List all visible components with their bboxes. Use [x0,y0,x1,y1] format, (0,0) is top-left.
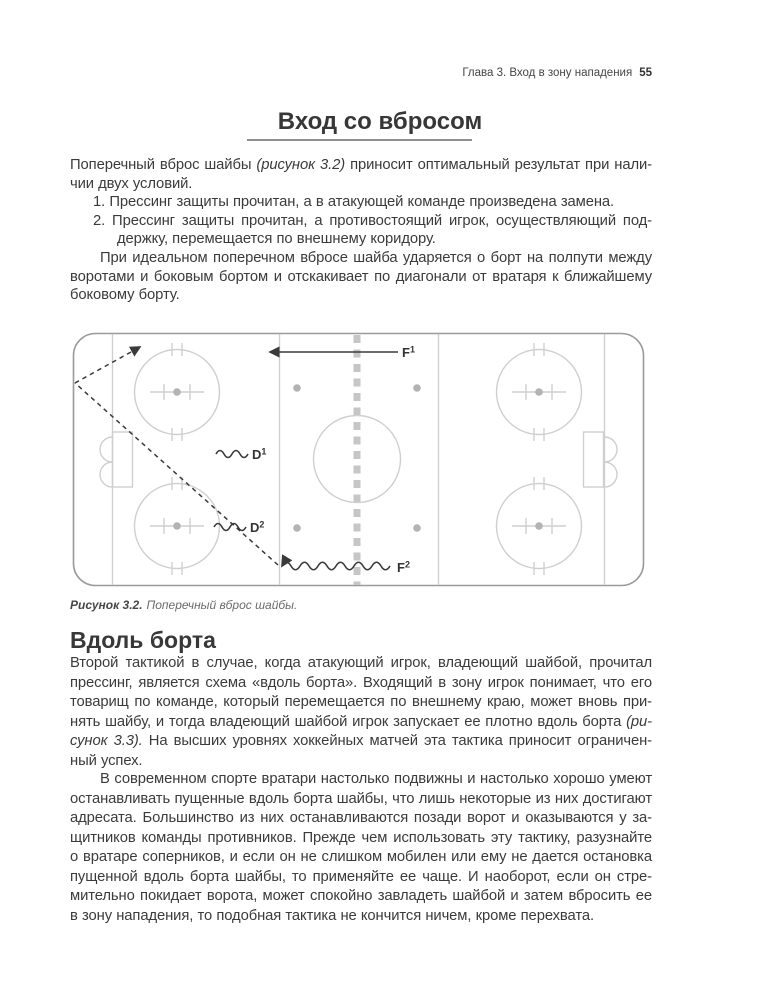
label-d2: $D^2$ [250,519,265,535]
puck-dump-path [75,383,278,565]
section-title: Вход со вбросом [277,108,483,135]
goal-left [100,432,133,487]
text-line: боковому борту. [70,287,180,304]
text-line: 2. Прессинг защиты прочитан, а противостоящий игрок, осуществляющий под- [93,212,652,229]
puck-rebound-path [75,347,140,383]
text-line: останавливать пущенные вдоль борта шайбы, что лишь некоторые из них достигают [70,790,652,807]
title-underline [247,139,472,141]
text-line: нять шайбу, и тогда владеющий шайбой игрок запускает ее плотно вдоль борта (ри- [70,713,652,730]
subsection-title: Вдоль борта [70,627,216,653]
text-line: о вратаре соперников, и если он не слишком мобилен или ему не дается остановка [70,849,652,865]
intro-paragraphs [70,156,652,305]
figure-caption-text: Поперечный вброс шайбы. [146,598,298,612]
along-boards-paragraph-2 [70,770,652,926]
text-line: ный успех. [70,752,143,769]
text-line: Второй тактикой в случае, когда атакующий игрок, владеющий шайбой, прочитал [70,655,652,671]
text-line: товарищ по команде, который перемещается по внешнему краю, может вновь при- [70,694,652,710]
text-line: чии двух условий. [70,175,193,192]
text-line: Поперечный вброс шайбы (рисунок 3.2) приносит оптимальный результат при нали- [70,157,652,173]
along-boards-paragraph-1 [70,654,652,771]
chapter-title: Глава 3. Вход в зону нападения [462,67,633,79]
text-line: мительно покидает ворота, может спокойно завладеть шайбой и затем вбросить ее [70,888,652,904]
play-annotations [75,345,415,576]
faceoff-circle-left-bottom [135,477,220,575]
f2-skating-path [282,562,390,570]
running-header [0,66,652,80]
rink-markings [74,334,644,586]
label-f2: $F^2$ [397,559,410,575]
faceoff-circle-left-top [135,343,220,441]
text-line: держку, перемещается по внешнему коридору. [117,231,436,248]
text-line: воротами и боковым бортом и отскакивает по диагонали от вратаря к ближайшему [70,268,652,285]
text-line: адресата. Большинство из них останавливаются позади ворот и оказываются у за- [70,810,652,826]
faceoff-circle-right-bottom [497,477,582,575]
page-number: 55 [639,67,652,79]
label-f1: $F^1$ [402,344,415,360]
text-line: щитников команды противников. Прежде чем использовать эту тактику, разузнайте [70,829,652,846]
rink-diagram [66,330,652,592]
text-line: в зону нападения, то подобная тактика не кончится ничем, кроме перехвата. [70,907,594,924]
text-line: сунок 3.3). На высших уровнях хоккейных матчей эта тактика приносит ограничен- [70,733,652,749]
label-d1: $D^1$ [252,446,267,462]
goal-right [584,432,618,487]
text-line: При идеальном поперечном вбросе шайба ударяется о борт на полпути между [100,249,652,266]
text-line: прессинг, является схема «вдоль борта». Входящий в зону игрок понимает, что его [70,674,652,691]
faceoff-circle-right-top [497,343,582,441]
text-line: 1. Прессинг защиты прочитан, а в атакующей команде произведена замена. [93,194,615,211]
d1-skating-path [216,451,248,458]
figure-caption [70,598,297,613]
text-line: В современном спорте вратари настолько подвижны и настолько хорошо умеют [100,771,652,787]
text-line: пущенной вдоль борта шайбы, то применяйте ее чаще. И наоборот, если он стре- [70,868,652,885]
figure-caption-label: Рисунок 3.2. [70,598,143,612]
